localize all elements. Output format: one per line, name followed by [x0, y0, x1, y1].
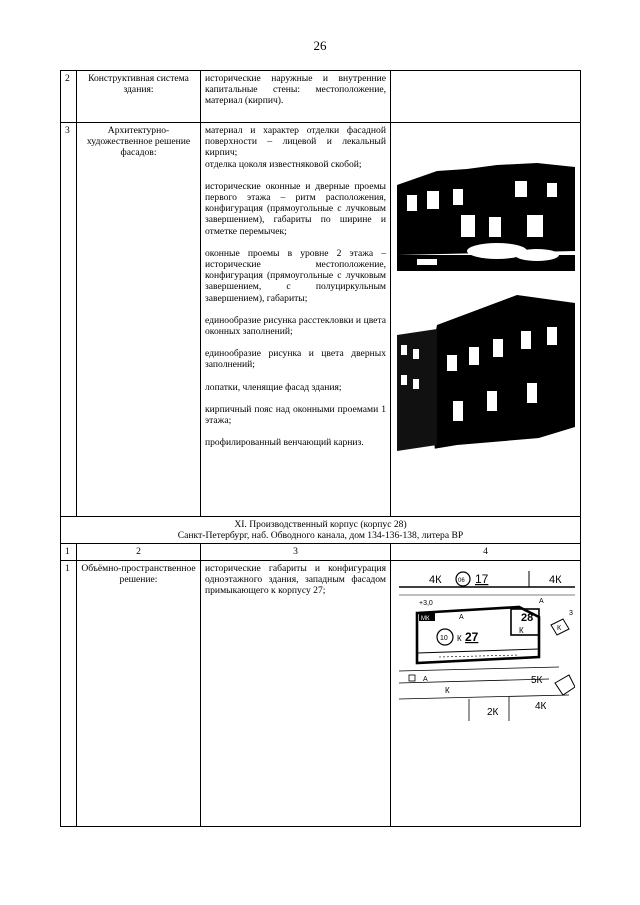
map-label: 06 — [458, 577, 465, 584]
row-number: 3 — [61, 123, 77, 517]
site-plan-map — [399, 571, 575, 721]
map-label: 28 — [521, 611, 534, 624]
row-image-cell — [391, 560, 581, 826]
map-label: 2К — [487, 706, 499, 718]
column-number: 4 — [391, 544, 581, 560]
description-paragraph: единообразие рисунка расстекловки и цвета оконных заполнений; — [205, 314, 386, 338]
page-number: 26 — [313, 38, 327, 53]
section-address: Санкт-Петербург, наб. Обводного канала, дом 134-136-138, литера ВР — [177, 530, 464, 542]
column-numbers-row — [61, 544, 581, 560]
table-row — [61, 123, 581, 517]
heritage-table — [60, 70, 581, 827]
column-number: 3 — [201, 544, 391, 560]
description-paragraph: отделка цоколя известняковой скобой; — [205, 158, 362, 170]
description-paragraph: кирпичный пояс над оконными проемами 1 этажа; — [205, 403, 386, 427]
section-header-row — [61, 517, 581, 544]
table-row — [61, 71, 581, 123]
row-description — [201, 71, 391, 123]
map-label: К — [519, 625, 524, 635]
map-label: 4К — [429, 573, 442, 586]
facade-photo-2 — [397, 295, 575, 469]
map-label: А — [459, 613, 464, 621]
description-paragraph: оконные проемы в уровне 2 этажа – исторические местоположение, конфигурация (прямоугольные с лучковым завершением, с полуциркульным завершением), габариты; — [205, 247, 386, 304]
description-paragraph: материал и характер отделки фасадной поверхности – лицевой и лекальный кирпич; — [205, 125, 386, 159]
row-name: Объёмно-пространственное решение: — [77, 560, 201, 826]
description-paragraph: лопатки, членящие фасад здания; — [205, 381, 342, 393]
description-paragraph: единообразие рисунка и цвета дверных заполнений; — [205, 348, 386, 371]
map-label: А — [539, 597, 544, 605]
map-label: 4К — [549, 573, 562, 586]
description-paragraph: исторические наружные и внутренние капитальные стены: местоположение, материал (кирпич). — [205, 73, 386, 107]
map-label: 5К — [531, 674, 543, 686]
row-image-cell — [391, 71, 581, 123]
description-paragraph: исторические оконные и дверные проемы первого этажа – ритм расположения, конфигурация (прямоугольные с лучковым завершением), габариты по ширине и отметке перемычек; — [205, 180, 386, 237]
map-label: +3,0 — [419, 599, 433, 607]
column-number: 2 — [77, 544, 201, 560]
map-label: 10 — [440, 634, 448, 642]
map-label: 4К — [535, 700, 547, 712]
map-label: К — [445, 685, 450, 695]
row-name: Конструктивная система здания: — [77, 71, 201, 123]
row-number: 2 — [61, 71, 77, 123]
facade-photo-1 — [397, 155, 575, 271]
map-label: 27 — [465, 629, 479, 644]
map-label: МК — [421, 615, 430, 622]
map-label: К — [557, 624, 562, 632]
row-description — [201, 560, 391, 826]
map-label: К — [457, 633, 462, 643]
section-title: XI. Производственный корпус (корпус 28) — [234, 519, 407, 530]
column-number: 1 — [61, 544, 77, 560]
section-header — [61, 517, 581, 544]
description-paragraph: профилированный венчающий карниз. — [205, 437, 364, 449]
row-image-cell — [391, 123, 581, 517]
row-name: Архитектурно-художественное решение фасадов: — [77, 123, 201, 517]
row-description — [201, 123, 391, 517]
row-number: 1 — [61, 560, 77, 826]
description-paragraph: исторические габариты и конфигурация одноэтажного здания, западным фасадом примыкающего к корпусу 27; — [205, 562, 386, 597]
map-label: А — [423, 675, 428, 683]
map-label: 17 — [475, 571, 489, 586]
map-label: 3 — [569, 609, 573, 617]
table-row — [61, 560, 581, 826]
